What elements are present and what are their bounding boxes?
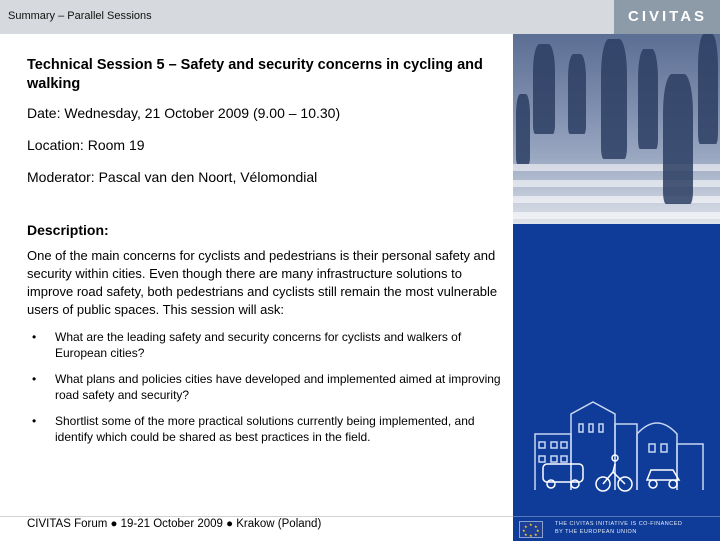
footer-text: CIVITAS Forum ● 19-21 October 2009 ● Krakow (Poland) bbox=[27, 518, 322, 530]
list-item bbox=[27, 329, 505, 361]
eu-footer bbox=[513, 516, 720, 541]
civitas-logo: CIVITAS bbox=[628, 8, 708, 25]
question-text: Shortlist some of the more practical solutions currently being implemented, and identify which could be shared as best practices in the field. bbox=[55, 414, 475, 444]
header-bar bbox=[0, 0, 720, 34]
eu-cofinance-text: THE CIVITAS INITIATIVE IS CO-FINANCED BY THE EUROPEAN UNION bbox=[555, 521, 683, 535]
blue-side-panel bbox=[513, 224, 720, 516]
question-list bbox=[27, 329, 505, 445]
list-item bbox=[27, 371, 505, 403]
pedestrians-photo bbox=[513, 34, 720, 224]
question-text: What are the leading safety and security concerns for cyclists and walkers of European cities? bbox=[55, 330, 462, 360]
session-title: Technical Session 5 – Safety and security concerns in cycling and walking bbox=[27, 57, 483, 92]
list-item bbox=[27, 413, 505, 445]
question-text: What plans and policies cities have developed and implemented aimed at improving road safety and security? bbox=[55, 372, 501, 402]
bullet-icon: • bbox=[32, 414, 37, 428]
session-date: Date: Wednesday, 21 October 2009 (9.00 – 10.30) bbox=[27, 105, 341, 121]
eu-flag-icon: ★ ★ ★ ★ ★ ★ ★ ★ bbox=[519, 521, 543, 538]
main-content bbox=[27, 56, 505, 455]
logo-area bbox=[614, 0, 720, 34]
bullet-icon: • bbox=[32, 372, 37, 386]
bullet-icon: • bbox=[32, 330, 37, 344]
description-text: One of the main concerns for cyclists and pedestrians is their personal safety and security within cities. Even though there are many infrastructure solutions to improve road safety, both pedestrians and cyclists still remain the most vulnerable users of public spaces. This session will ask: bbox=[27, 248, 498, 317]
header-title: Summary – Parallel Sessions bbox=[8, 10, 152, 22]
footer-divider bbox=[0, 516, 513, 517]
description-heading: Description: bbox=[27, 222, 109, 238]
session-moderator: Moderator: Pascal van den Noort, Vélomondial bbox=[27, 169, 318, 185]
city-illustration-icon bbox=[531, 394, 707, 494]
session-location: Location: Room 19 bbox=[27, 137, 145, 153]
